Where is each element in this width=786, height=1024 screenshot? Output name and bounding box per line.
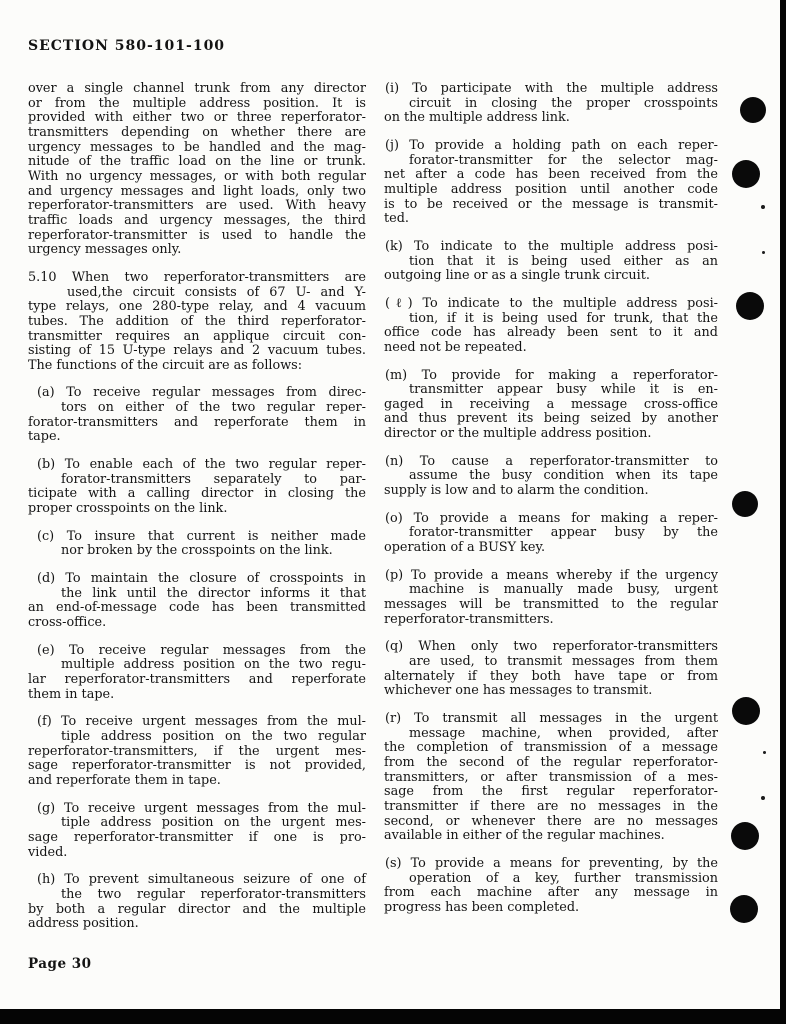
ink-speck — [761, 205, 765, 209]
text-line: ticipate with a calling director in closing the — [28, 486, 366, 502]
text-line: multiple address position until another code — [384, 181, 718, 197]
text-line: used,the circuit consists of 67 U- and Y- — [67, 284, 366, 300]
scan-edge-bar-right — [780, 0, 786, 1024]
text-line: office code has already been sent to it and — [384, 325, 718, 341]
text-line: the link until the director informs it that — [61, 585, 366, 601]
text-line: cross-office. — [28, 615, 107, 630]
text-line: them in tape. — [28, 686, 115, 702]
text-block-j — [384, 139, 718, 227]
text-line: machine is manually made busy, urgent — [409, 582, 718, 598]
text-line: nor broken by the crosspoints on the link. — [61, 543, 333, 559]
text-line: (c) To insure that current is neither made — [37, 528, 366, 544]
text-line: operation of a BUSY key. — [384, 540, 546, 556]
text-line: the two regular reperforator-transmitters — [61, 886, 366, 902]
page-number: Page 30 — [28, 956, 92, 972]
scan-edge-bar-bottom — [0, 1009, 786, 1024]
text-line: (i) To participate with the multiple address — [385, 81, 718, 96]
text-line: tiple address position on the two regular — [61, 728, 366, 744]
text-block-m — [384, 369, 718, 442]
text-block — [28, 82, 366, 258]
text-line: (m) To provide for making a reperforator- — [385, 367, 718, 383]
text-line: available in either of the regular machines. — [384, 828, 665, 844]
text-line: whichever one has messages to transmit. — [384, 683, 653, 699]
text-block-i — [384, 82, 718, 126]
text-line: circuit in closing the proper crosspoints — [409, 95, 718, 111]
text-line: sage reperforator-transmitter is not provided, — [28, 758, 366, 774]
text-line: address position. — [28, 916, 139, 932]
text-line: (j) To provide a holding path on each reper- — [385, 137, 718, 153]
text-line: (h) To prevent simultaneous seizure of one of — [37, 872, 366, 888]
text-line: reperforator-transmitter is used to handle the — [28, 227, 366, 243]
text-line: forator-transmitters separately to par- — [61, 471, 366, 487]
text-line: 5.10 When two reperforator-transmitters are — [28, 269, 366, 285]
text-block-b — [28, 458, 366, 517]
ink-speck — [762, 251, 765, 254]
binder-hole-dot — [740, 97, 766, 123]
text-line: The functions of the circuit are as follows: — [28, 357, 303, 373]
text-line: by both a regular director and the multiple — [28, 901, 366, 917]
text-line: need not be repeated. — [384, 339, 527, 355]
text-block-p — [384, 569, 718, 628]
text-block-k — [384, 240, 718, 284]
text-line: the completion of transmission of a message — [384, 740, 718, 756]
text-line: director or the multiple address position. — [384, 426, 652, 442]
binder-hole-dot — [732, 697, 760, 725]
text-block-f — [28, 715, 366, 788]
text-line: or from the multiple address position. It is — [28, 95, 366, 111]
text-line: are used, to transmit messages from them — [409, 654, 718, 669]
text-block-ℓ — [384, 297, 718, 356]
text-line: is to be received or the message is transmit- — [384, 196, 718, 212]
text-line: (e) To receive regular messages from the — [37, 642, 366, 658]
text-block-a — [28, 386, 366, 445]
text-block-s — [384, 857, 718, 916]
text-line: tape. — [28, 429, 61, 445]
text-line: traffic loads and urgency messages, the third — [28, 212, 366, 228]
text-line: alternately if they both have tape or from — [384, 668, 718, 684]
text-line: reperforator-transmitters, if the urgent mes- — [28, 743, 366, 759]
text-line: (g) To receive urgent messages from the mul- — [37, 800, 366, 816]
text-line: ted. — [384, 211, 409, 227]
text-line: transmitters depending on whether there are — [28, 124, 366, 140]
text-line: forator-transmitter appear busy by the — [409, 525, 718, 541]
text-block-c — [28, 530, 366, 559]
text-line: forator-transmitters and reperforate them in — [28, 414, 366, 430]
text-line: second, or whenever there are no messages — [384, 813, 718, 829]
text-line: (k) To indicate to the multiple address posi- — [385, 238, 718, 254]
text-line: and reperforate them in tape. — [28, 772, 221, 788]
text-line: (f) To receive urgent messages from the mul- — [37, 714, 366, 730]
ink-speck — [761, 796, 765, 800]
section-header: SECTION 580-101-100 — [28, 38, 226, 54]
text-line: messages will be transmitted to the regular — [384, 597, 718, 613]
text-block-r — [384, 712, 718, 844]
text-line: proper crosspoints on the link. — [28, 501, 228, 517]
text-line: (o) To provide a means for making a reper- — [385, 510, 718, 526]
text-line: (b) To enable each of the two regular reper- — [37, 457, 366, 473]
text-line: tors on either of the two regular reper- — [61, 400, 366, 416]
binder-hole-dot — [736, 292, 764, 320]
text-line: tion, if it is being used for trunk, that the — [409, 310, 718, 326]
text-line: type relays, one 280-type relay, and 4 vacuum — [28, 299, 366, 315]
text-line: outgoing line or as a single trunk circuit. — [384, 268, 650, 284]
text-line: provided with either two or three reperforator- — [28, 110, 366, 126]
text-line: an end-of-message code has been transmitted — [28, 600, 366, 616]
text-line: (s) To provide a means for preventing, by the — [385, 855, 718, 871]
text-line: With no urgency messages, or with both regular — [28, 168, 366, 184]
text-line: (n) To cause a reperforator-transmitter to — [385, 453, 718, 469]
text-line: multiple address position on the two regu- — [61, 657, 366, 673]
text-line: sage reperforator-transmitter if one is pro- — [28, 829, 366, 845]
text-line: gaged in receiving a message cross-office — [384, 396, 718, 412]
text-line: (p) To provide a means whereby if the urgency — [385, 567, 718, 583]
text-line: over a single channel trunk from any director — [28, 81, 366, 96]
text-line: sage from the first regular reperforator- — [384, 784, 718, 800]
text-line: (d) To maintain the closure of crosspoints in — [37, 571, 366, 587]
text-line: transmitter if there are no messages in the — [384, 798, 718, 814]
binder-hole-dot — [730, 895, 758, 923]
text-block-h — [28, 873, 366, 932]
text-line: tion that it is being used either as an — [409, 253, 718, 269]
text-line: urgency messages only. — [28, 242, 182, 258]
text-block-o — [384, 512, 718, 556]
text-line: tubes. The addition of the third reperforator- — [28, 313, 366, 329]
text-line: reperforator-transmitters. — [384, 611, 554, 627]
text-line: from each machine after any message in — [384, 885, 718, 901]
text-line: sisting of 15 U-type relays and 2 vacuum tubes. — [28, 343, 366, 359]
text-line: nitude of the traffic load on the line or trunk. — [28, 154, 366, 170]
binder-hole-dot — [732, 491, 758, 517]
text-block-d — [28, 572, 366, 631]
text-line: assume the busy condition when its tape — [409, 468, 718, 484]
binder-hole-dot — [731, 822, 759, 850]
text-block-g — [28, 802, 366, 861]
text-line: tiple address position on the urgent mes- — [61, 815, 366, 831]
text-line: transmitter appear busy while it is en- — [409, 382, 718, 398]
text-line: and urgency messages and light loads, only two — [28, 183, 366, 199]
text-block-5-10 — [28, 271, 366, 374]
text-line: on the multiple address link. — [384, 110, 570, 126]
text-line: from the second of the regular reperforator- — [384, 754, 718, 770]
text-line: (ℓ) To indicate to the multiple address posi- — [385, 295, 718, 311]
text-line: forator-transmitter for the selector mag- — [409, 152, 718, 168]
text-line: transmitters, or after transmission of a mes- — [384, 769, 718, 785]
text-line: lar reperforator-transmitters and reperforate — [28, 671, 366, 687]
text-line: (q) When only two reperforator-transmitters — [385, 639, 718, 655]
text-line: and thus prevent its being seized by another — [384, 411, 718, 427]
right-column — [384, 82, 718, 929]
text-line: transmitter requires an applique circuit con- — [28, 328, 366, 344]
text-line: progress has been completed. — [384, 899, 580, 915]
text-block-q — [384, 640, 718, 699]
binder-hole-dot — [732, 160, 760, 188]
text-block-n — [384, 455, 718, 499]
text-line: vided. — [28, 844, 68, 860]
text-line: reperforator-transmitters are used. With heavy — [28, 198, 366, 214]
text-line: net after a code has been received from the — [384, 167, 718, 183]
text-line: supply is low and to alarm the condition. — [384, 483, 649, 499]
text-line: (a) To receive regular messages from direc- — [37, 385, 366, 401]
ink-speck — [763, 751, 766, 754]
left-column — [28, 82, 366, 945]
text-line: (r) To transmit all messages in the urgent — [385, 710, 718, 726]
text-block-e — [28, 644, 366, 703]
text-line: message machine, when provided, after — [409, 725, 718, 741]
text-line: urgency messages to be handled and the mag- — [28, 139, 366, 155]
text-line: operation of a key, further transmission — [409, 870, 718, 886]
